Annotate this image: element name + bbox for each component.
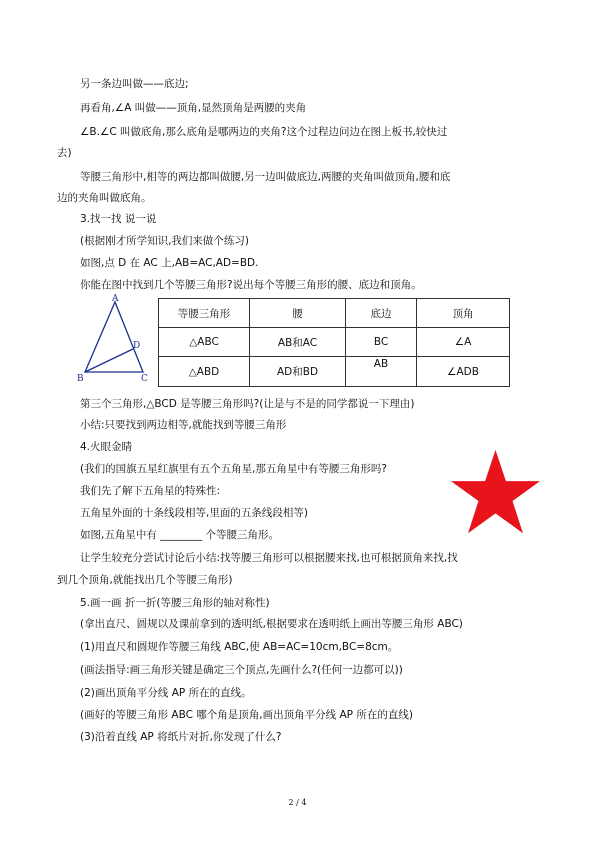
text-line: 边的夹角叫做底角。 (57, 192, 152, 204)
section-heading: 5.画一画 折一折(等腰三角形的轴对称性) (80, 597, 270, 609)
label-b: B (77, 374, 84, 384)
table-cell: △ABC (159, 328, 250, 357)
label-d: D (133, 341, 141, 351)
table-header: 等腰三角形 (159, 299, 250, 328)
section-heading: 3.找一找 说一说 (80, 213, 157, 225)
text-line: 小结:只要找到两边相等,就能找到等腰三角形 (80, 419, 287, 431)
table-cell: ∠ADB (417, 357, 510, 387)
table-cell: ∠A (417, 328, 510, 357)
triangle-abc (85, 302, 143, 372)
table-header: 腰 (250, 299, 346, 328)
text-line: ∠B.∠C 叫做底角,那么底角是哪两边的夹角?这个过程边问边在图上板书,较快过 (80, 126, 448, 138)
table-header: 顶角 (417, 299, 510, 328)
table-cell: AB和AC (250, 328, 346, 357)
text-line: (1)用直尺和圆规作等腰三角线 ABC,使 AB=AC=10cm,BC=8cm。 (80, 641, 399, 653)
text-line: 第三个三角形,△BCD 是等腰三角形吗?(让是与不是的同学都说一下理由) (80, 398, 415, 410)
label-c: C (141, 374, 148, 384)
text-line: 让学生较充分尝试讨论后小结:找等腰三角形可以根据腰来找,也可根据顶角来找,找 (80, 552, 458, 564)
text-line: (我们的国旗五星红旗里有五个五角星,那五角星中有等腰三角形吗? (80, 463, 388, 475)
isosceles-table (158, 298, 510, 387)
table-row (159, 357, 510, 387)
text-line: 去) (57, 147, 72, 159)
text-line: 我们先了解下五角星的特殊性: (80, 485, 221, 497)
label-a: A (112, 294, 119, 304)
page-number: 2 / 4 (288, 798, 307, 807)
text-line: 等腰三角形中,相等的两边都叫做腰,另一边叫做底边,两腰的夹角叫做顶角,腰和底 (80, 171, 451, 183)
text-line: (2)画出顶角平分线 AP 所在的直线。 (80, 687, 252, 699)
table-header-row (159, 299, 510, 328)
table-header: 底边 (346, 299, 417, 328)
text-line: 如图,五角星中有 ________ 个等腰三角形。 (80, 529, 280, 541)
text-line: (拿出直尺、圆规以及课前拿到的透明纸,根据要求在透明纸上画出等腰三角形 ABC) (80, 618, 463, 630)
text-line: 另一条边叫做——底边; (80, 78, 189, 90)
text-line: (根据刚才所学知识,我们来做个练习) (80, 235, 250, 247)
table-cell: AD和BD (250, 357, 346, 387)
text-line: 五角星外面的十条线段相等,里面的五条线段相等) (80, 507, 308, 519)
text-line: 如图,点 D 在 AC 上,AB=AC,AD=BD. (80, 257, 259, 269)
text-line: 再看角,∠A 叫做——顶角,显然顶角是两腰的夹角 (80, 102, 307, 114)
text-line: (画好的等腰三角形 ABC 哪个角是顶角,画出顶角平分线 AP 所在的直线) (80, 709, 413, 721)
triangle-figure (75, 292, 155, 387)
table-cell: △ABD (159, 357, 250, 387)
text-line: (3)沿着直线 AP 将纸片对折,你发现了什么? (80, 731, 282, 743)
table-cell: AB (346, 357, 417, 387)
red-star-icon (448, 448, 543, 538)
text-line: 到几个顶角,就能找出几个等腰三角形) (57, 574, 233, 586)
table-row (159, 328, 510, 357)
text-line: 你能在图中找到几个等腰三角形?说出每个等腰三角形的腰、底边和顶角。 (80, 279, 422, 291)
table-cell: BC (346, 328, 417, 357)
text-line: (画法指导:画三角形关键是确定三个顶点,先画什么?(任何一边都可以)) (80, 664, 403, 676)
section-heading: 4.火眼金睛 (80, 441, 133, 453)
segment-bd (85, 349, 133, 372)
